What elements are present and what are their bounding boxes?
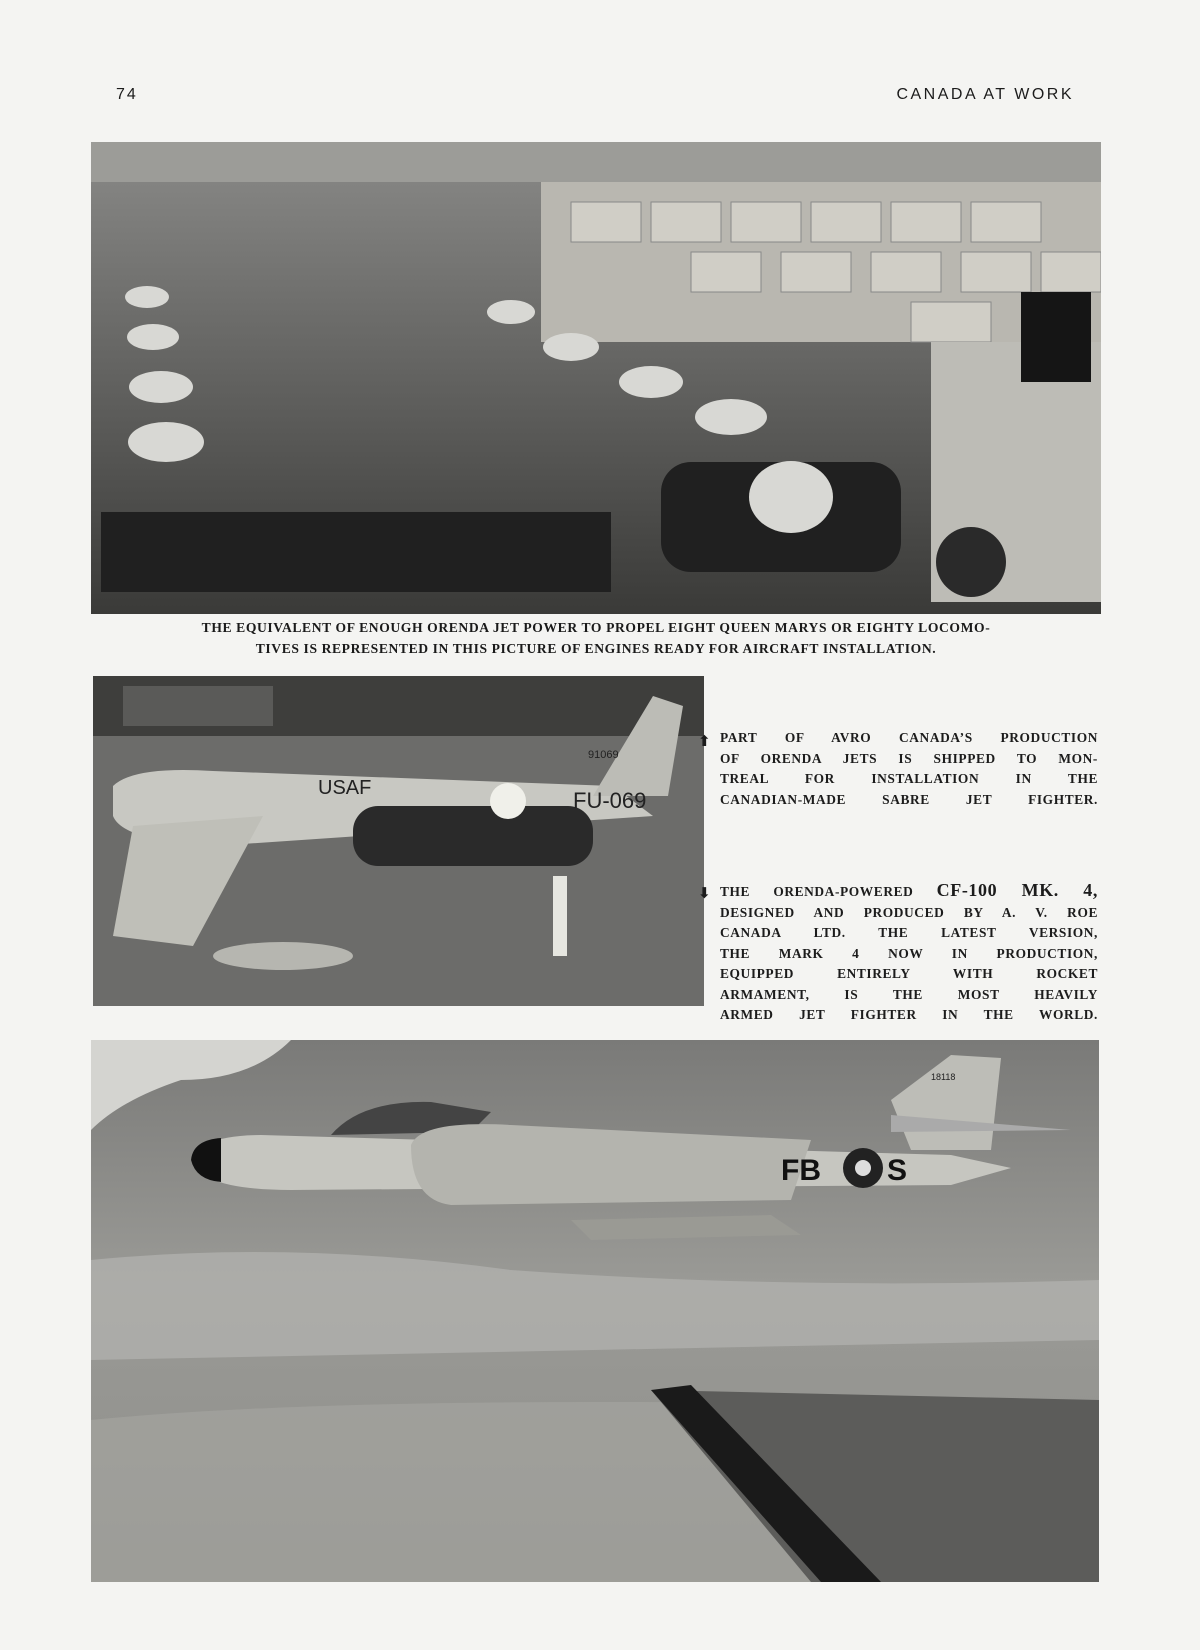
cf100-caption-line: ARMED JET FIGHTER IN THE WORLD. bbox=[720, 1007, 1098, 1022]
sabre-fuselage-code: FU-069 bbox=[573, 788, 647, 813]
engines-caption-line-2: TIVES IS REPRESENTED IN THIS PICTURE OF ENGINES READY FOR AIRCRAFT INSTALLATION. bbox=[255, 640, 937, 656]
page-number: 74 bbox=[116, 86, 138, 103]
cf100-tail-number: 18118 bbox=[931, 1072, 956, 1082]
sabre-tail-number: 91069 bbox=[588, 749, 619, 761]
arrow-down-icon: ⬇ bbox=[698, 884, 712, 902]
cf100-caption-line: ARMAMENT, IS THE MOST HEAVILY bbox=[720, 986, 1098, 1002]
sabre-caption-line: OF ORENDA JETS IS SHIPPED TO MON- bbox=[720, 750, 1098, 766]
sabre-caption-line: TREAL FOR INSTALLATION IN THE bbox=[720, 771, 1098, 786]
arrow-up-icon: ⬆ bbox=[698, 732, 712, 750]
sabre-caption-line: CANADIAN-MADE SABRE JET FIGHTER. bbox=[720, 791, 1098, 807]
sabre-photo bbox=[93, 676, 704, 1006]
cf100-caption-line: EQUIPPED ENTIRELY WITH ROCKET bbox=[720, 966, 1098, 981]
page-header bbox=[116, 86, 1074, 110]
sabre-caption-line: PART OF AVRO CANADA’S PRODUCTION bbox=[720, 730, 1098, 745]
cf100-caption-line: THE MARK 4 NOW IN PRODUCTION, bbox=[720, 945, 1098, 961]
cf100-caption-line: DESIGNED AND PRODUCED BY A. V. ROE bbox=[720, 904, 1098, 920]
running-head: CANADA AT WORK bbox=[896, 86, 1074, 103]
engines-photo bbox=[91, 142, 1101, 614]
cf100-code-left: FB bbox=[781, 1154, 821, 1187]
cf100-caption-line: CANADA LTD. THE LATEST VERSION, bbox=[720, 925, 1098, 940]
sabre-fuselage-letters: USAF bbox=[318, 777, 372, 799]
cf100-code-right: S bbox=[887, 1154, 908, 1187]
cf100-caption bbox=[698, 880, 1098, 1026]
engines-caption bbox=[92, 618, 1100, 659]
engines-caption-line-1: THE EQUIVALENT OF ENOUGH ORENDA JET POWER TO PROPEL EIGHT QUEEN MARYS OR EIGHTY LOCOMO- bbox=[201, 620, 991, 635]
sabre-caption bbox=[698, 728, 1098, 810]
cf100-photo bbox=[91, 1040, 1099, 1582]
cf100-caption-model: CF-100 MK. 4, bbox=[936, 880, 1098, 900]
cf100-caption-lead: THE ORENDA-POWERED bbox=[720, 884, 937, 899]
